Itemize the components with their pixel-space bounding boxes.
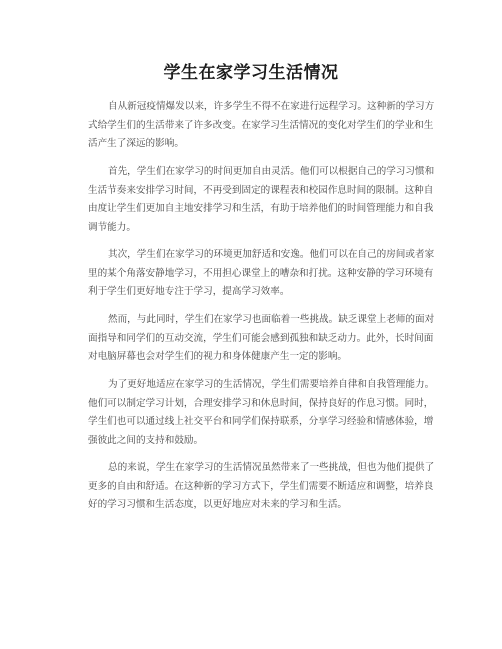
- paragraph-line: 对电脑屏幕也会对学生们的视力和身体健康产生一定的影响。: [88, 351, 348, 362]
- paragraph-line: 他们可以制定学习计划，合理安排学习和休息时间，保持良好的作息习惯。同时，: [88, 397, 434, 409]
- paragraph-line: 其次，学生们在家学习的环境更加舒适和安逸。他们可以在自己的房间或者家: [108, 249, 435, 260]
- paragraph-intro: [88, 98, 435, 154]
- paragraph-line: 面指导和同学们的互动交流，学生们可能会感到孤独和缺乏动力。此外，长时间面: [88, 332, 434, 344]
- paragraph-line: 生活节奏来安排学习时间，不再受到固定的课程表和校园作息时间的限制。这种自: [88, 184, 434, 196]
- paragraph-line: 更多的自由和舒适。在这种新的学习方式下，学生们需要不断适应和调整，培养良: [88, 480, 434, 492]
- paragraph-line: 首先，学生们在家学习的时间更加自由灵活。他们可以根据自己的学习习惯和: [108, 166, 435, 177]
- paragraph-line: 学生们也可以通过线上社交平台和同学们保持联系，分享学习经验和情感体验，增: [88, 416, 434, 427]
- paragraph-line: 强彼此之间的支持和鼓励。: [88, 434, 204, 446]
- paragraph-first: [88, 163, 435, 237]
- paragraph-adaptation: [88, 376, 435, 450]
- paragraph-line: 活产生了深远的影响。: [88, 138, 184, 149]
- document-title: 学生在家学习生活情况: [163, 63, 339, 83]
- paragraph-line: 然而，与此同时，学生们在家学习也面临着一些挑战。缺乏课堂上老师的面对: [108, 314, 435, 325]
- paragraph-line: 好的学习习惯和生活态度，以更好地应对未来的学习和生活。: [88, 499, 348, 510]
- paragraph-line: 里的某个角落安静地学习，不用担心课堂上的嘈杂和打扰。这种安静的学习环境有: [88, 267, 434, 279]
- paragraph-line: 调节能力。: [88, 221, 136, 233]
- paragraph-line: 由度让学生们更加自主地安排学习和生活，有助于培养他们的时间管理能力和自我: [88, 203, 434, 214]
- paragraph-conclusion: [88, 459, 435, 515]
- paragraph-second: [88, 246, 435, 302]
- paragraph-challenges: [88, 311, 435, 367]
- paragraph-line: 利于学生们更好地专注于学习，提高学习效率。: [88, 286, 290, 297]
- paragraph-line: 自从新冠疫情爆发以来，许多学生不得不在家进行远程学习。这种新的学习方: [108, 101, 435, 112]
- paragraph-line: 为了更好地适应在家学习的生活情况，学生们需要培养自律和自我管理能力。: [108, 379, 435, 390]
- paragraph-line: 式给学生们的生活带来了许多改变。在家学习生活情况的变化对学生们的学业和生: [88, 119, 434, 131]
- paragraph-line: 总的来说，学生在家学习的生活情况虽然带来了一些挑战，但也为他们提供了: [108, 462, 435, 473]
